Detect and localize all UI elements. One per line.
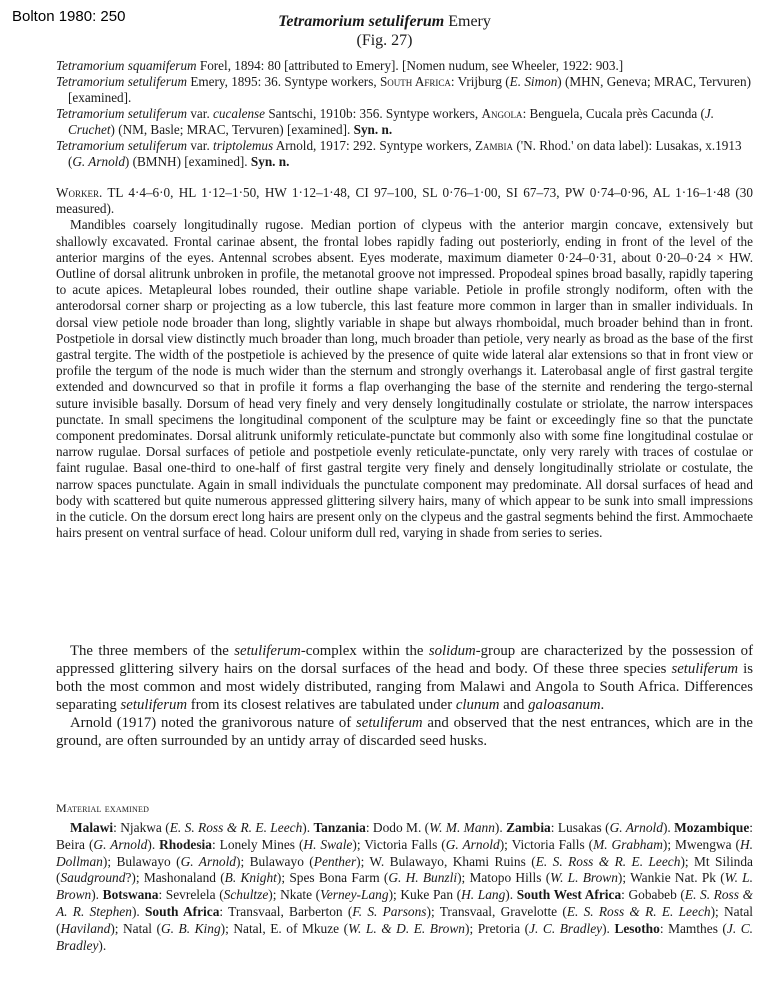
description-paragraph: Mandibles coarsely longitudinally rugose. Median portion of clypeus with the anterior margin concave, extensively but shallowly excavated. Frontal carinae absent, the frontal lobes rapidly fading out posteriorly, ending in front of the level of the anterior margins of the eyes. Antennal scrobes absent. Eyes moderate, maximum diameter 0·24–0·31, about 0·20–0·24 × HW. Outline of dorsal alitrunk unbroken in profile, the metanotal groove not impressed. Propodeal spines broad basally, rapidly tapering to acute apices. Metapleural lobes rounded, their outline shape variable. Petiole in profile strongly nodiform, often with the anterodorsal corner sharp or projecting as a low tubercle, this last feature more common in larger than in smaller individuals. In dorsal view petiole node broader than long, slightly variable in shape but always rhomboidal, much broader behind than in front. Postpetiole in dorsal view distinctly much broader than long, much broader than petiole, very nearly as broad as the base of the first gastral tergite. The width of the postpetiole is achieved by the presence of quite wide lateral alar extensions so that in front view or profile the tergum of the node is much wider than the sternum and strongly overhangs it. Laterobasal angle of first gastral tergite extended and downcurved so that in profile it forms a flap overhanging the base of the sternite and rendering the tergo-sternal suture invisible basally. Dorsum of head very finely and very densely longitudinally costulate or striolate, the narrow interspaces punctate. In small specimens the longitudinal component of the sculpture may be faint or exceedingly fine so that the punctate component predominates. Dorsal alitrunk uniformly reticulate-punctate but commonly also with some fine longitudinal costulae or narrow rugulae. Dorsal surfaces of petiole and postpetiole evenly reticulate-punctate, only very rarely with traces of costulae or faint rugulae. Basal one-third to one-half of first gastral tergite very finely and densely longitudinally striolate or costulate, the narrow spaces punctulate. Again in small individuals the punctulate component may predominate. All dorsal surfaces of head and body with scattered but quite numerous appressed glittering silvery hairs, many of which appear to be sunk into small impressions in the cuticle. On the dorsum erect long hairs are present only on the clypeus and the gastral segments behind the first. Ammochaete hairs present on ventral surface of head. Colour uniform dull red, varying in shade from series to series. xyxy=(56,217,753,541)
locality-text: ); Wankie Nat. Pk ( xyxy=(617,870,725,886)
synonym-locality: Angola xyxy=(481,106,523,121)
collector-name: H. Dollman xyxy=(56,836,753,869)
synonym-entry xyxy=(56,74,753,106)
material-examined xyxy=(56,820,753,954)
country-name: Malawi xyxy=(70,820,114,835)
synonym-collector: J. Cruchet xyxy=(68,106,715,137)
synonym-ref: : Benguela, Cucala près Cacunda ( xyxy=(522,106,705,121)
country-name: Botswana xyxy=(102,887,159,903)
synonym-name: Tetramorium squamiferum xyxy=(56,58,197,73)
synonym-entry xyxy=(56,138,753,170)
locality-text: : Transvaal, Barberton ( xyxy=(219,903,353,919)
country-name: Lesotho xyxy=(614,920,660,936)
country-name: Rhodesia xyxy=(159,836,212,852)
locality-text: ). xyxy=(131,903,145,919)
collector-name: W. L. Brown xyxy=(550,870,618,886)
collector-name: Saudground xyxy=(60,870,126,886)
collector-name: G. B. King xyxy=(161,920,221,936)
synonym-status: Syn. n. xyxy=(353,122,393,137)
locality-text: ); W. Bulawayo, Khami Ruins ( xyxy=(356,853,536,869)
locality-text: ). xyxy=(147,836,160,852)
country-name: South Africa xyxy=(144,903,220,919)
collector-name: J. C. Bradley xyxy=(529,920,603,936)
discussion xyxy=(56,642,753,750)
synonym-ref: ) (NM, Basle; MRAC, Tervuren) [examined]. xyxy=(110,122,354,137)
measurement-values: TL 4·4–6·0, HL 1·12–1·50, HW 1·12–1·48, CI 97–100, SL 0·76–1·00, SI 67–73, PW 0·74–0·96, AL 1·16–1·48 (30 measured). xyxy=(56,185,753,217)
synonym-ref: Emery, 1895: 36. Syntype workers, xyxy=(187,74,380,89)
locality-text: ?); Mashonaland ( xyxy=(125,870,225,886)
locality-text: ); Natal ( xyxy=(56,903,753,936)
locality-text: ). xyxy=(494,820,507,835)
synonym-entry xyxy=(56,58,753,74)
locality-text: : Njakwa ( xyxy=(113,820,170,835)
collector-name: G. H. Bunzli xyxy=(388,870,458,886)
collector-name: E. S. Ross & R. E. Leech xyxy=(566,903,711,919)
collector-name: Penther xyxy=(313,853,357,869)
collector-name: Schultze xyxy=(223,887,269,903)
collector-name: G. Arnold xyxy=(93,836,148,852)
collector-name: F. S. Parsons xyxy=(352,903,427,919)
locality-text: : Dodo M. ( xyxy=(365,820,430,835)
synonym-name: Tetramorium setuliferum xyxy=(56,74,188,89)
synonym-ref: var. xyxy=(187,106,214,121)
collector-name: H. Lang xyxy=(461,887,506,903)
synonym-entry xyxy=(56,106,753,138)
synonym-status: Syn. n. xyxy=(250,154,290,169)
collector-name: W. L. Brown xyxy=(56,870,753,903)
synonym-locality: Zambia xyxy=(474,138,514,153)
collector-name: G. Arnold xyxy=(609,820,663,835)
collector-name: E. S. Ross & R. E. Leech xyxy=(169,820,303,835)
synonym-ref: var. xyxy=(187,138,214,153)
species-heading xyxy=(0,12,769,50)
collector-name: G. Arnold xyxy=(180,853,237,869)
locality-text: ). xyxy=(91,887,103,903)
locality-text: ); Kuke Pan ( xyxy=(388,887,462,903)
locality-text: : Lonely Mines ( xyxy=(211,836,304,852)
synonym-collector: G. Arnold xyxy=(72,154,125,169)
synonym-ref: ('N. Rhod.' on data label): Lusakas, x.1913 ( xyxy=(68,138,742,169)
synonym-name: Tetramorium setuliferum xyxy=(56,138,188,153)
locality-text: ). xyxy=(662,820,675,835)
locality-text: ); Mt Silinda ( xyxy=(56,853,753,886)
locality-text: : Lusakas ( xyxy=(550,820,610,835)
collector-name: J. C. Bradley xyxy=(56,920,754,953)
synonym-collector: E. Simon xyxy=(509,74,558,89)
species-name: Tetramorium setuliferum xyxy=(278,13,445,30)
synonym-ref: ) (MHN, Geneva; MRAC, Tervuren) [examined]. xyxy=(68,74,751,105)
collector-name: E. S. Ross & R. E. Leech xyxy=(535,853,681,869)
locality-text: ). xyxy=(302,820,314,835)
discussion-paragraph: The three members of the setuliferum-complex within the solidum-group are characterized by the possession of appressed glittering silvery hairs on the dorsal surfaces of the head and body. Of these three species setuliferum is both the most common and most widely distributed, ranging from Malawi and Angola to South Africa. Differences separating setuliferum from its closest relatives are tabulated under clunum and galoasanum. xyxy=(56,643,754,713)
synonym-variety: triptolemus xyxy=(213,138,274,153)
country-name: Mozambique xyxy=(674,820,750,835)
locality-text: ); Bulawayo ( xyxy=(102,853,181,869)
collector-name: M. Grabham xyxy=(593,836,663,852)
synonym-ref: Santschi, 1910b: 356. Syntype workers, xyxy=(265,106,482,121)
citation-tag: Bolton 1980: 250 xyxy=(12,8,126,25)
country-name: South West Africa xyxy=(516,887,622,903)
material-paragraph xyxy=(56,820,753,954)
collector-name: E. S. Ross & A. R. Stephen xyxy=(56,887,753,919)
locality-text: : Mamthes ( xyxy=(659,920,727,936)
synonym-locality: South Africa xyxy=(379,74,451,89)
species-author: Emery xyxy=(444,13,491,30)
locality-text: ); Victoria Falls ( xyxy=(499,836,594,852)
collector-name: Haviland xyxy=(60,920,111,936)
synonym-ref: : Vrijburg ( xyxy=(450,74,510,89)
locality-text: : Beira ( xyxy=(56,820,753,852)
locality-text: ); Nkate ( xyxy=(268,887,321,903)
locality-text: ); Mwengwa ( xyxy=(662,836,740,852)
synonymy-list xyxy=(56,58,753,170)
locality-text: ). xyxy=(602,920,615,936)
worker-label: Worker. xyxy=(56,185,103,200)
collector-name: Verney-Lang xyxy=(320,887,389,903)
locality-text: ); Natal ( xyxy=(110,920,161,936)
country-name: Tanzania xyxy=(313,820,366,835)
synonym-ref: Forel, 1894: 80 [attributed to Emery]. [Nomen nudum, see Wheeler, 1922: 903.] xyxy=(196,58,624,73)
locality-text: ); Victoria Falls ( xyxy=(352,836,446,852)
synonym-ref: ) (BMNH) [examined]. xyxy=(124,154,251,169)
country-name: Zambia xyxy=(506,820,551,835)
synonym-ref: Arnold, 1917: 292. Syntype workers, xyxy=(273,138,475,153)
locality-text: ). xyxy=(98,937,107,953)
locality-text: ); Matopo Hills ( xyxy=(457,870,551,886)
collector-name: B. Knight xyxy=(224,870,277,886)
figure-reference: (Fig. 27) xyxy=(356,32,413,49)
collector-name: W. L. & D. E. Brown xyxy=(348,920,465,936)
locality-text: : Gobabeb ( xyxy=(621,887,685,903)
locality-text: ); Natal, E. of Mkuze ( xyxy=(220,920,349,936)
locality-text: ); Bulawayo ( xyxy=(236,853,314,869)
worker-description xyxy=(56,185,753,541)
locality-text: : Sevrelela ( xyxy=(158,887,224,903)
synonym-variety: cucalense xyxy=(213,106,266,121)
locality-text: ); Spes Bona Farm ( xyxy=(276,870,389,886)
synonym-name: Tetramorium setuliferum xyxy=(56,106,188,121)
material-heading: Material examined xyxy=(56,801,150,815)
locality-text: ); Transvaal, Gravelotte ( xyxy=(426,903,567,919)
collector-name: W. M. Mann xyxy=(429,820,495,835)
locality-text: ); Pretoria ( xyxy=(465,920,530,936)
collector-name: H. Swale xyxy=(303,836,353,852)
locality-text: ). xyxy=(505,887,517,903)
discussion-paragraph: Arnold (1917) noted the granivorous nature of setuliferum and observed that the nest entrances, which are in the ground, are often surrounded by an untidy array of discarded seed husks. xyxy=(56,715,753,749)
collector-name: G. Arnold xyxy=(445,836,500,852)
worker-measurements xyxy=(56,185,753,217)
